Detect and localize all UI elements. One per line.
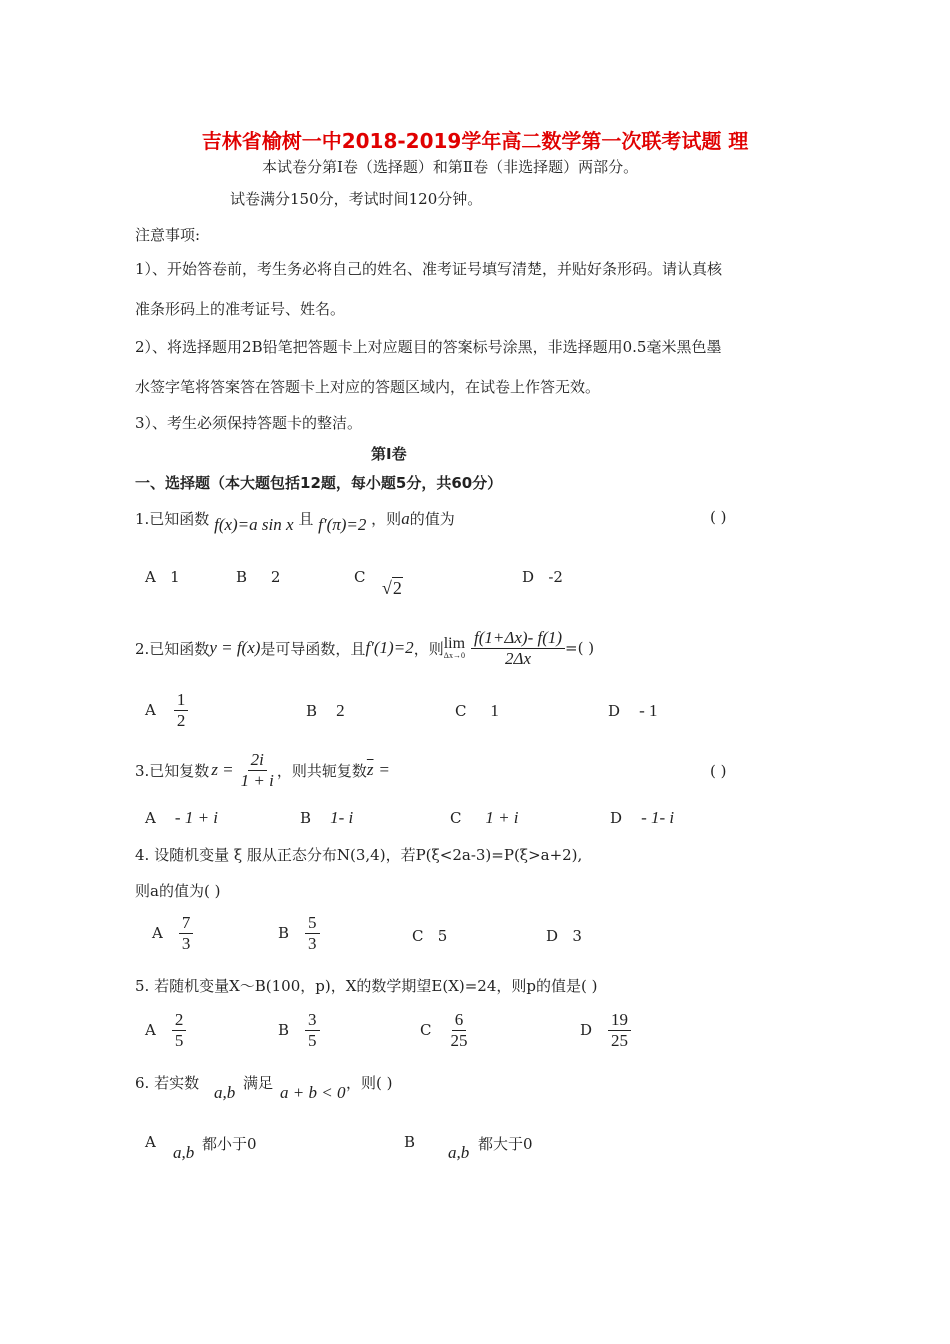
q6-vars: a,b xyxy=(214,1083,236,1102)
q1-option-a: A 1 xyxy=(145,568,180,586)
q6-option-a-letter: A xyxy=(145,1133,156,1151)
q5-line-1: 5. 若随机变量X～B(100，p)，X的数学期望E(X)=24，则p的值是( ) xyxy=(135,977,598,995)
q3-option-d: D - 1- i xyxy=(610,808,675,827)
q1-option-c-sqrt: √2 xyxy=(382,578,402,598)
q3-mid: ，则共轭复数 xyxy=(276,761,367,780)
q1-expr1: f(x)=a sin x xyxy=(214,515,294,534)
q5-option-d: D $\frac{19}{25}$ xyxy=(580,1010,631,1050)
question-1 xyxy=(135,508,455,534)
q6-end: ，则( ) xyxy=(346,1074,393,1092)
q3-answer-paren: ( ) xyxy=(710,762,727,780)
q3-option-c: C 1 + i xyxy=(450,808,519,827)
q4-option-b: B $\frac{5}{3}$ xyxy=(278,913,320,953)
q3-eq: = xyxy=(379,760,390,779)
q4-option-c: C 5 xyxy=(412,927,448,945)
q2-mid2: ，则 xyxy=(413,639,444,658)
note-2b: 水签字笔将答案答在答题卡上对应的答题区域内，在试卷上作答无效。 xyxy=(135,378,601,396)
q6-option-b-text: 都大于0 xyxy=(478,1135,533,1153)
q3-fraction: $\frac{2i}{1 + i}$ xyxy=(240,749,274,790)
q2-mid: 是可导函数，且 xyxy=(260,639,366,658)
q4-option-d: D 3 xyxy=(546,927,582,945)
q4-option-a: A $\frac{7}{3}$ xyxy=(152,913,193,953)
q2-expr2: f′(1)=2 xyxy=(365,638,414,657)
note-1b: 准条形码上的准考证号、姓名。 xyxy=(135,300,346,318)
q6-option-a-vars: a,b xyxy=(173,1143,195,1162)
q2-expr1: y = f(x) xyxy=(209,638,261,657)
q2-fraction: $\frac{f(1+\Delta x)- f(1)}{2\Delta x}$ xyxy=(471,628,565,668)
intro-line-1: 本试卷分第Ⅰ卷（选择题）和第Ⅱ卷（非选择题）两部分。 xyxy=(262,158,639,176)
q6-option-b-vars: a,b xyxy=(448,1143,470,1162)
q6-option-a-text: 都小于0 xyxy=(202,1135,257,1153)
q6-condition: a + b < 0 xyxy=(280,1083,346,1102)
q5-option-a: A $\frac{2}{5}$ xyxy=(145,1010,186,1050)
note-3: 3）、考生必须保持答题卡的整洁。 xyxy=(135,414,363,432)
note-2a: 2）、将选择题用2B铅笔把答题卡上对应题目的答案标号涂黑，非选择题用0.5毫米黑色墨 xyxy=(135,338,722,356)
q2-limit: lim Δx→0 xyxy=(443,634,466,661)
q1-var: a xyxy=(401,509,410,528)
q2-option-a: A $\frac{1}{2}$ xyxy=(145,690,188,730)
q6-mid: 满足 xyxy=(243,1074,274,1092)
q1-expr2: f′(π)=2 xyxy=(318,515,367,534)
q3-option-a: A - 1 + i xyxy=(145,808,219,827)
question-3 xyxy=(135,748,389,792)
q3-option-b: B 1- i xyxy=(300,808,354,827)
question-2 xyxy=(135,626,594,670)
notes-heading: 注意事项: xyxy=(135,226,201,244)
q2-option-d: D - 1 xyxy=(608,701,658,720)
q6-stem: 6. 若实数 xyxy=(135,1074,200,1092)
q1-option-c: C xyxy=(354,568,366,586)
volume-heading: 第Ⅰ卷 xyxy=(371,445,407,463)
q1-stem: 1.已知函数 xyxy=(135,510,210,528)
note-1a: 1）、开始答卷前，考生务必将自己的姓名、准考证号填写清楚，并贴好条形码。请认真核 xyxy=(135,260,723,278)
q4-line-1: 4. 设随机变量 ξ 服从正态分布N(3,4)，若P(ξ<2a-3)=P(ξ>a+2), xyxy=(135,846,583,864)
q6-option-b-letter: B xyxy=(404,1133,416,1151)
q2-option-c: C 1 xyxy=(455,701,499,720)
intro-line-2: 试卷满分150分，考试时间120分钟。 xyxy=(230,190,483,208)
q3-stem: 3.已知复数 xyxy=(135,761,210,780)
q1-answer-paren: ( ) xyxy=(710,508,727,526)
q1-mid2: ，则 xyxy=(371,510,402,528)
q2-stem: 2.已知函数 xyxy=(135,639,210,658)
q1-mid: 且 xyxy=(298,510,314,528)
q1-option-d: D -2 xyxy=(522,568,563,586)
q3-conj: $\overline{z}$ xyxy=(366,760,374,779)
q1-option-b: B 2 xyxy=(236,568,281,586)
q5-option-c: C $\frac{6}{25}$ xyxy=(420,1010,468,1050)
page-title: 吉林省榆树一中2018-2019学年高二数学第一次联考试题 理 xyxy=(201,129,749,153)
q5-option-b: B $\frac{3}{5}$ xyxy=(278,1010,320,1050)
q2-end: =( ) xyxy=(565,639,595,657)
q3-var: z = xyxy=(211,760,234,779)
q4-line-2: 则a的值为( ) xyxy=(135,882,221,900)
part1-heading: 一、选择题（本大题包括12题，每小题5分，共60分） xyxy=(135,474,503,492)
q1-end: 的值为 xyxy=(409,510,455,528)
q2-option-b: B 2 xyxy=(306,701,345,720)
